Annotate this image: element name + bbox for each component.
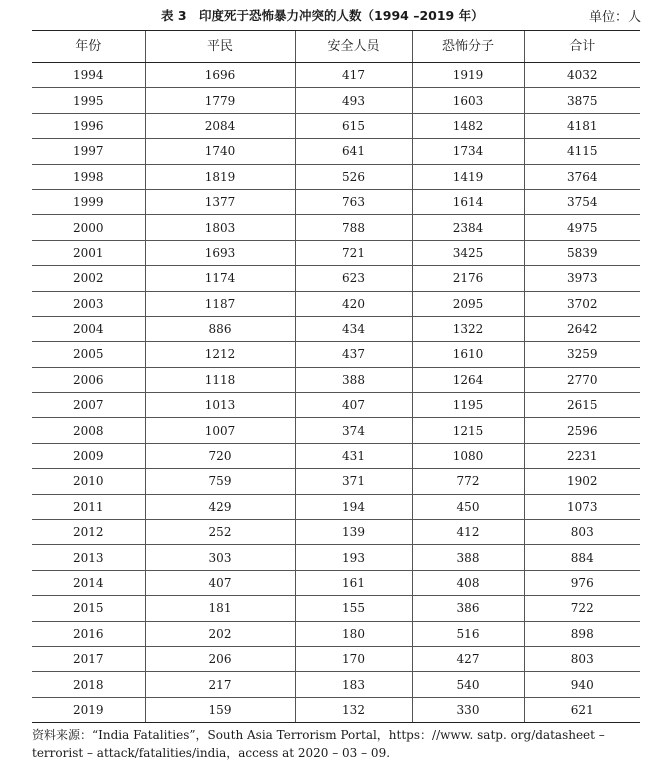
security-forces-cell: 721: [295, 240, 412, 265]
total-cell: 1902: [524, 469, 640, 494]
table-row: [32, 672, 640, 697]
security-forces-cell: 170: [295, 646, 412, 671]
total-cell: 803: [524, 646, 640, 671]
terrorists-cell: 540: [412, 672, 524, 697]
security-forces-cell: 437: [295, 342, 412, 367]
table-row: [32, 367, 640, 392]
fatalities-table: [32, 30, 640, 723]
table-caption: [0, 6, 669, 24]
table-row: [32, 494, 640, 519]
security-forces-cell: 623: [295, 266, 412, 291]
terrorists-cell: 412: [412, 520, 524, 545]
total-cell: 3702: [524, 291, 640, 316]
table-row: [32, 342, 640, 367]
civilians-cell: 1118: [145, 367, 295, 392]
year-cell: 2004: [32, 316, 145, 341]
table-row: [32, 88, 640, 113]
table-row: [32, 240, 640, 265]
table-row: [32, 621, 640, 646]
civilians-cell: 1212: [145, 342, 295, 367]
year-cell: 2001: [32, 240, 145, 265]
table-row: [32, 596, 640, 621]
civilians-cell: 1174: [145, 266, 295, 291]
year-cell: 1997: [32, 139, 145, 164]
year-cell: 2006: [32, 367, 145, 392]
year-cell: 2014: [32, 570, 145, 595]
total-cell: 898: [524, 621, 640, 646]
security-forces-cell: 407: [295, 393, 412, 418]
terrorists-cell: 772: [412, 469, 524, 494]
table-row: [32, 570, 640, 595]
civilians-cell: 1013: [145, 393, 295, 418]
security-forces-cell: 526: [295, 164, 412, 189]
table-row: [32, 697, 640, 722]
security-forces-cell: 180: [295, 621, 412, 646]
year-cell: 2011: [32, 494, 145, 519]
terrorists-cell: 408: [412, 570, 524, 595]
security-forces-cell: 763: [295, 189, 412, 214]
total-cell: 5839: [524, 240, 640, 265]
table-row: [32, 291, 640, 316]
total-cell: 4181: [524, 113, 640, 138]
security-forces-cell: 194: [295, 494, 412, 519]
header-total: 合计: [524, 31, 640, 63]
terrorists-cell: 450: [412, 494, 524, 519]
security-forces-cell: 431: [295, 443, 412, 468]
civilians-cell: 1007: [145, 418, 295, 443]
civilians-cell: 1819: [145, 164, 295, 189]
total-cell: 2596: [524, 418, 640, 443]
terrorists-cell: 1482: [412, 113, 524, 138]
terrorists-cell: 2176: [412, 266, 524, 291]
civilians-cell: 206: [145, 646, 295, 671]
security-forces-cell: 641: [295, 139, 412, 164]
civilians-cell: 159: [145, 697, 295, 722]
civilians-cell: 1693: [145, 240, 295, 265]
source-text: “India Fatalities”，South Asia Terrorism Portal，https：//www. satp. org/datasheet – terrorist – attack/fatalities/india，access at 2020 – 03 – 09.: [32, 728, 605, 760]
year-cell: 2007: [32, 393, 145, 418]
civilians-cell: 2084: [145, 113, 295, 138]
table-row: [32, 443, 640, 468]
civilians-cell: 1803: [145, 215, 295, 240]
year-cell: 2015: [32, 596, 145, 621]
civilians-cell: 886: [145, 316, 295, 341]
year-cell: 2019: [32, 697, 145, 722]
security-forces-cell: 788: [295, 215, 412, 240]
year-cell: 2005: [32, 342, 145, 367]
security-forces-cell: 388: [295, 367, 412, 392]
total-cell: 3875: [524, 88, 640, 113]
terrorists-cell: 2095: [412, 291, 524, 316]
year-cell: 2002: [32, 266, 145, 291]
security-forces-cell: 371: [295, 469, 412, 494]
terrorists-cell: 1419: [412, 164, 524, 189]
year-cell: 2012: [32, 520, 145, 545]
year-cell: 2003: [32, 291, 145, 316]
total-cell: 1073: [524, 494, 640, 519]
terrorists-cell: 2384: [412, 215, 524, 240]
table-row: [32, 266, 640, 291]
year-cell: 1995: [32, 88, 145, 113]
total-cell: 4115: [524, 139, 640, 164]
security-forces-cell: 193: [295, 545, 412, 570]
total-cell: 2615: [524, 393, 640, 418]
source-label: 资料来源：: [32, 728, 93, 742]
header-civilians: 平民: [145, 31, 295, 63]
table-row: [32, 545, 640, 570]
unit-label: 单位：人: [588, 10, 641, 25]
civilians-cell: 1740: [145, 139, 295, 164]
year-cell: 2000: [32, 215, 145, 240]
total-cell: 4032: [524, 63, 640, 88]
total-cell: 803: [524, 520, 640, 545]
terrorists-cell: 1614: [412, 189, 524, 214]
civilians-cell: 217: [145, 672, 295, 697]
security-forces-cell: 434: [295, 316, 412, 341]
civilians-cell: 759: [145, 469, 295, 494]
table-row: [32, 189, 640, 214]
civilians-cell: 202: [145, 621, 295, 646]
civilians-cell: 720: [145, 443, 295, 468]
total-cell: 4975: [524, 215, 640, 240]
civilians-cell: 181: [145, 596, 295, 621]
year-cell: 2017: [32, 646, 145, 671]
terrorists-cell: 386: [412, 596, 524, 621]
civilians-cell: 429: [145, 494, 295, 519]
year-cell: 2016: [32, 621, 145, 646]
civilians-cell: 252: [145, 520, 295, 545]
total-cell: 940: [524, 672, 640, 697]
year-cell: 1998: [32, 164, 145, 189]
terrorists-cell: 1215: [412, 418, 524, 443]
civilians-cell: 1696: [145, 63, 295, 88]
terrorists-cell: 330: [412, 697, 524, 722]
total-cell: 884: [524, 545, 640, 570]
table-body: [32, 63, 640, 723]
security-forces-cell: 374: [295, 418, 412, 443]
header-year: 年份: [32, 31, 145, 63]
source-note: [32, 726, 642, 762]
year-cell: 2009: [32, 443, 145, 468]
table-row: [32, 164, 640, 189]
year-cell: 2018: [32, 672, 145, 697]
header-security-forces: 安全人员: [295, 31, 412, 63]
total-cell: 3754: [524, 189, 640, 214]
total-cell: 3973: [524, 266, 640, 291]
header-terrorists: 恐怖分子: [412, 31, 524, 63]
table-row: [32, 646, 640, 671]
table-row: [32, 139, 640, 164]
security-forces-cell: 139: [295, 520, 412, 545]
terrorists-cell: 1734: [412, 139, 524, 164]
table-row: [32, 113, 640, 138]
table-row: [32, 418, 640, 443]
year-cell: 1996: [32, 113, 145, 138]
security-forces-cell: 615: [295, 113, 412, 138]
table-row: [32, 520, 640, 545]
security-forces-cell: 417: [295, 63, 412, 88]
security-forces-cell: 132: [295, 697, 412, 722]
civilians-cell: 303: [145, 545, 295, 570]
civilians-cell: 407: [145, 570, 295, 595]
terrorists-cell: 516: [412, 621, 524, 646]
table-row: [32, 316, 640, 341]
total-cell: 621: [524, 697, 640, 722]
terrorists-cell: 1610: [412, 342, 524, 367]
year-cell: 1994: [32, 63, 145, 88]
table-row: [32, 215, 640, 240]
terrorists-cell: 427: [412, 646, 524, 671]
total-cell: 976: [524, 570, 640, 595]
terrorists-cell: 1322: [412, 316, 524, 341]
terrorists-cell: 3425: [412, 240, 524, 265]
total-cell: 2642: [524, 316, 640, 341]
security-forces-cell: 161: [295, 570, 412, 595]
year-cell: 2010: [32, 469, 145, 494]
year-cell: 2008: [32, 418, 145, 443]
year-cell: 1999: [32, 189, 145, 214]
terrorists-cell: 1919: [412, 63, 524, 88]
total-cell: 3259: [524, 342, 640, 367]
total-cell: 3764: [524, 164, 640, 189]
security-forces-cell: 493: [295, 88, 412, 113]
year-cell: 2013: [32, 545, 145, 570]
terrorists-cell: 1603: [412, 88, 524, 113]
table-row: [32, 393, 640, 418]
terrorists-cell: 1264: [412, 367, 524, 392]
civilians-cell: 1779: [145, 88, 295, 113]
terrorists-cell: 388: [412, 545, 524, 570]
table-title: 表 3 印度死于恐怖暴力冲突的人数（1994 –2019 年）: [161, 8, 484, 23]
civilians-cell: 1377: [145, 189, 295, 214]
terrorists-cell: 1195: [412, 393, 524, 418]
civilians-cell: 1187: [145, 291, 295, 316]
table-row: [32, 469, 640, 494]
total-cell: 2231: [524, 443, 640, 468]
total-cell: 722: [524, 596, 640, 621]
security-forces-cell: 420: [295, 291, 412, 316]
security-forces-cell: 155: [295, 596, 412, 621]
terrorists-cell: 1080: [412, 443, 524, 468]
security-forces-cell: 183: [295, 672, 412, 697]
table-row: [32, 63, 640, 88]
total-cell: 2770: [524, 367, 640, 392]
header-row: [32, 31, 640, 63]
